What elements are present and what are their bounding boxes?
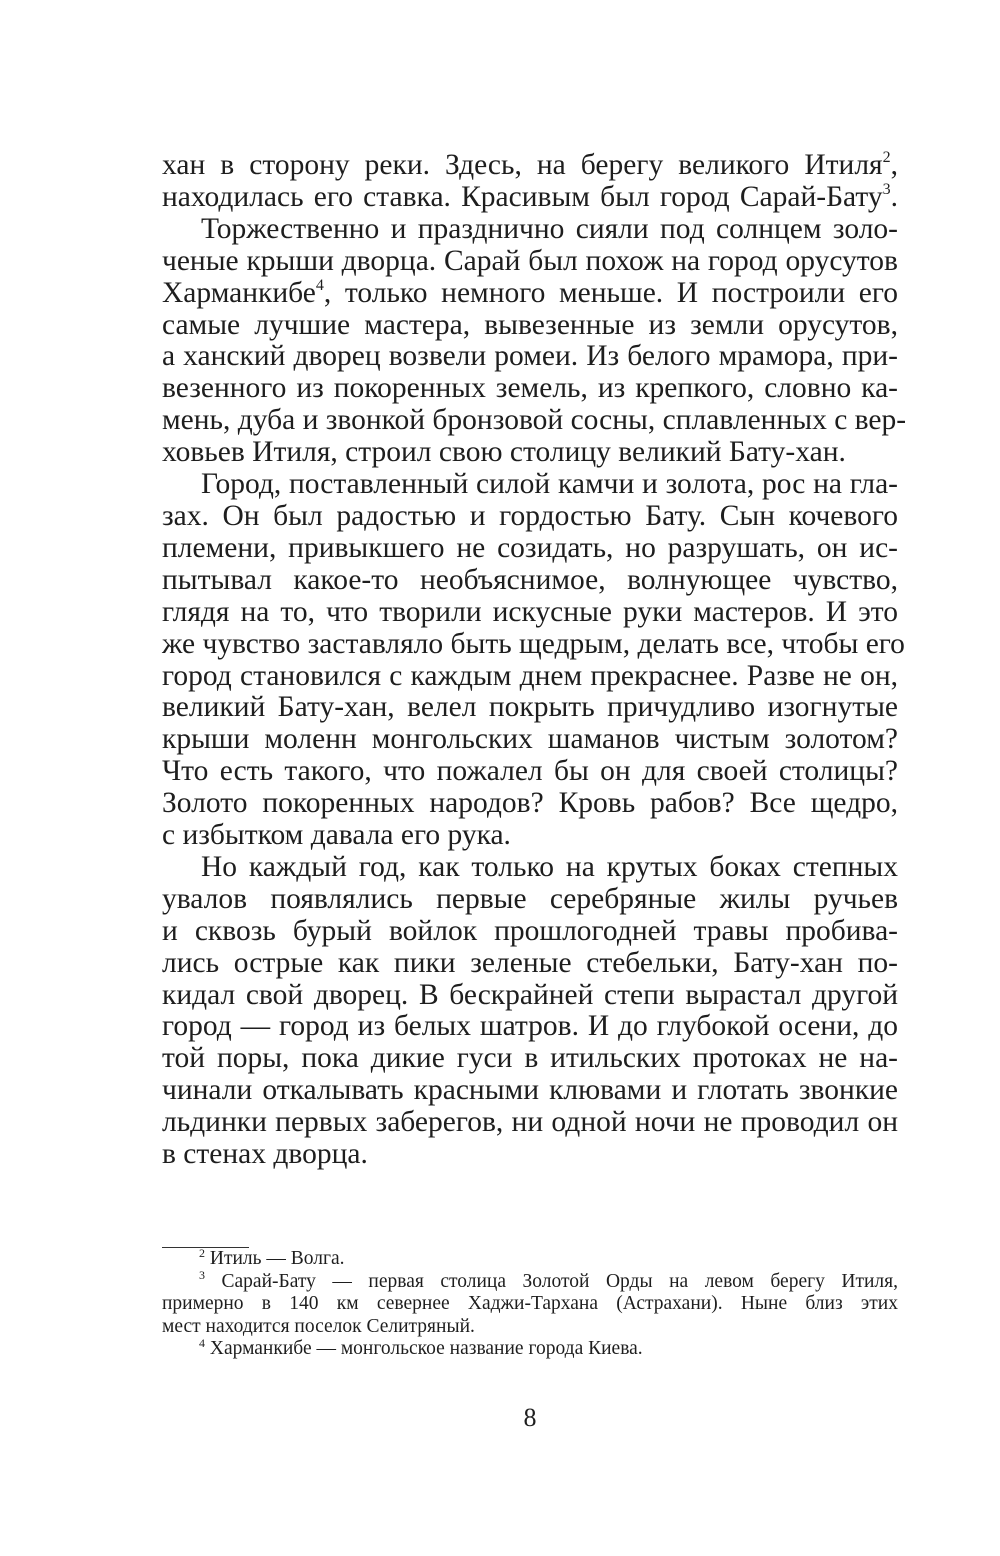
text-line: город становился с каждым днем прекраснее. Разве не он, [162,659,898,692]
text-line: ховьев Итиля, строил свою столицу великий Бату-хан. [162,436,846,469]
text-line: увалов появлялись первые серебряные жилы ручьев [162,882,898,915]
text-line: племени, привыкшего не созидать, но разрушать, он ис- [162,531,898,564]
text-line [162,278,898,310]
footnote-text: Сарай-Бату — первая столица Золотой Орды на левом берегу Итиля, [221,1270,898,1292]
footnote-3-line: мест находится поселок Селитряный. [162,1315,475,1337]
text-segment: хан в сторону реки. Здесь, на берегу великого Итиля [162,149,883,181]
text-line: везенного из покоренных земель, из крепкого, словно ка- [162,372,898,405]
text-line: глядя на то, что творили искусные руки мастеров. И это [162,595,898,628]
text-line [162,182,898,214]
footnote-marker: 2 [882,149,891,167]
text-line: той поры, пока дикие гуси в итильских протоках не на- [162,1042,898,1075]
footnote-marker: 4 [315,276,324,294]
footnote-3 [162,1268,898,1294]
footnote-number: 4 [199,1335,205,1350]
text-line: льдинки первых заберегов, ни одной ночи не проводил он [162,1106,898,1139]
text-line: лись острые как пики зеленые стебельки, Бату-хан по- [162,946,898,979]
text-segment: находилась его ставка. Красивым был город Сарай-Бату [162,180,883,213]
footnote-number: 3 [199,1268,205,1282]
text-line: великий Бату-хан, велел покрыть причудливо изогнутые [162,691,898,724]
text-line: ченые крыши дворца. Сарай был похож на город орусутов [162,244,898,277]
text-line: чинали откалывать красными клювами и глотать звонкие [162,1074,898,1107]
text-line: Торжественно и празднично сияли под солнцем золо- [201,212,898,245]
footnote-number: 2 [199,1245,205,1260]
text-line: крыши моленн монгольских шаманов чистым золотом? [162,723,898,756]
text-line: хан в сторону реки. Здесь, на берегу великого Итиля$^2$, [162,149,898,181]
text-line: самые лучшие мастера, вывезенные из земли орусутов, [162,308,898,341]
text-line: Город, поставленный силой камчи и золота, рос на гла- [201,468,898,501]
text-segment: Харманкибе [162,276,316,309]
footnote-4 [162,1335,898,1361]
text-line: с избытком давала его рука. [162,819,511,852]
footnote-marker: 3 [882,181,891,199]
footnotes [162,1245,898,1361]
text-line: кидал свой дворец. В бескрайней степи вырастал другой [162,978,898,1011]
text-line: мень, дуба и звонкой бронзовой сосны, сплавленных с вер- [162,404,907,437]
footnote-3-line: примерно в 140 км севернее Хаджи-Тархана (Астрахани). Ныне близ этих [162,1293,898,1314]
text-line: Что есть такого, что пожалел бы он для своей столицы? [162,755,898,788]
punctuation: . [890,180,898,213]
text-segment: , только немного меньше. И построили его [323,276,898,309]
text-line: пытывал какое-то необъяснимое, волнующее чувство, [162,563,898,596]
footnote-text: Харманкибе — монгольское название города Киева. [209,1338,643,1359]
text-line: Но каждый год, как только на крутых боках степных [201,850,898,883]
text-line: в стенах дворца. [162,1138,368,1171]
text-line: же чувство заставляло быть щедрым, делать все, чтобы его [162,627,905,660]
page-number: 8 [523,1403,537,1432]
text-line: а ханский дворец возвели ромеи. Из белого мрамора, при- [162,340,898,373]
text-line: зах. Он был радостью и гордостью Бату. Сын кочевого [162,499,898,532]
text-line: и сквозь бурый войлок прошлогодней травы пробива- [162,914,898,947]
footnote-2 [162,1245,898,1271]
text-line: город — город из белых шатров. И до глубокой осени, до [162,1010,898,1043]
main-text [162,149,907,1171]
footnote-text: Итиль — Волга. [209,1248,345,1269]
text-line: Золото покоренных народов? Кровь рабов? Все щедро, [162,787,898,820]
